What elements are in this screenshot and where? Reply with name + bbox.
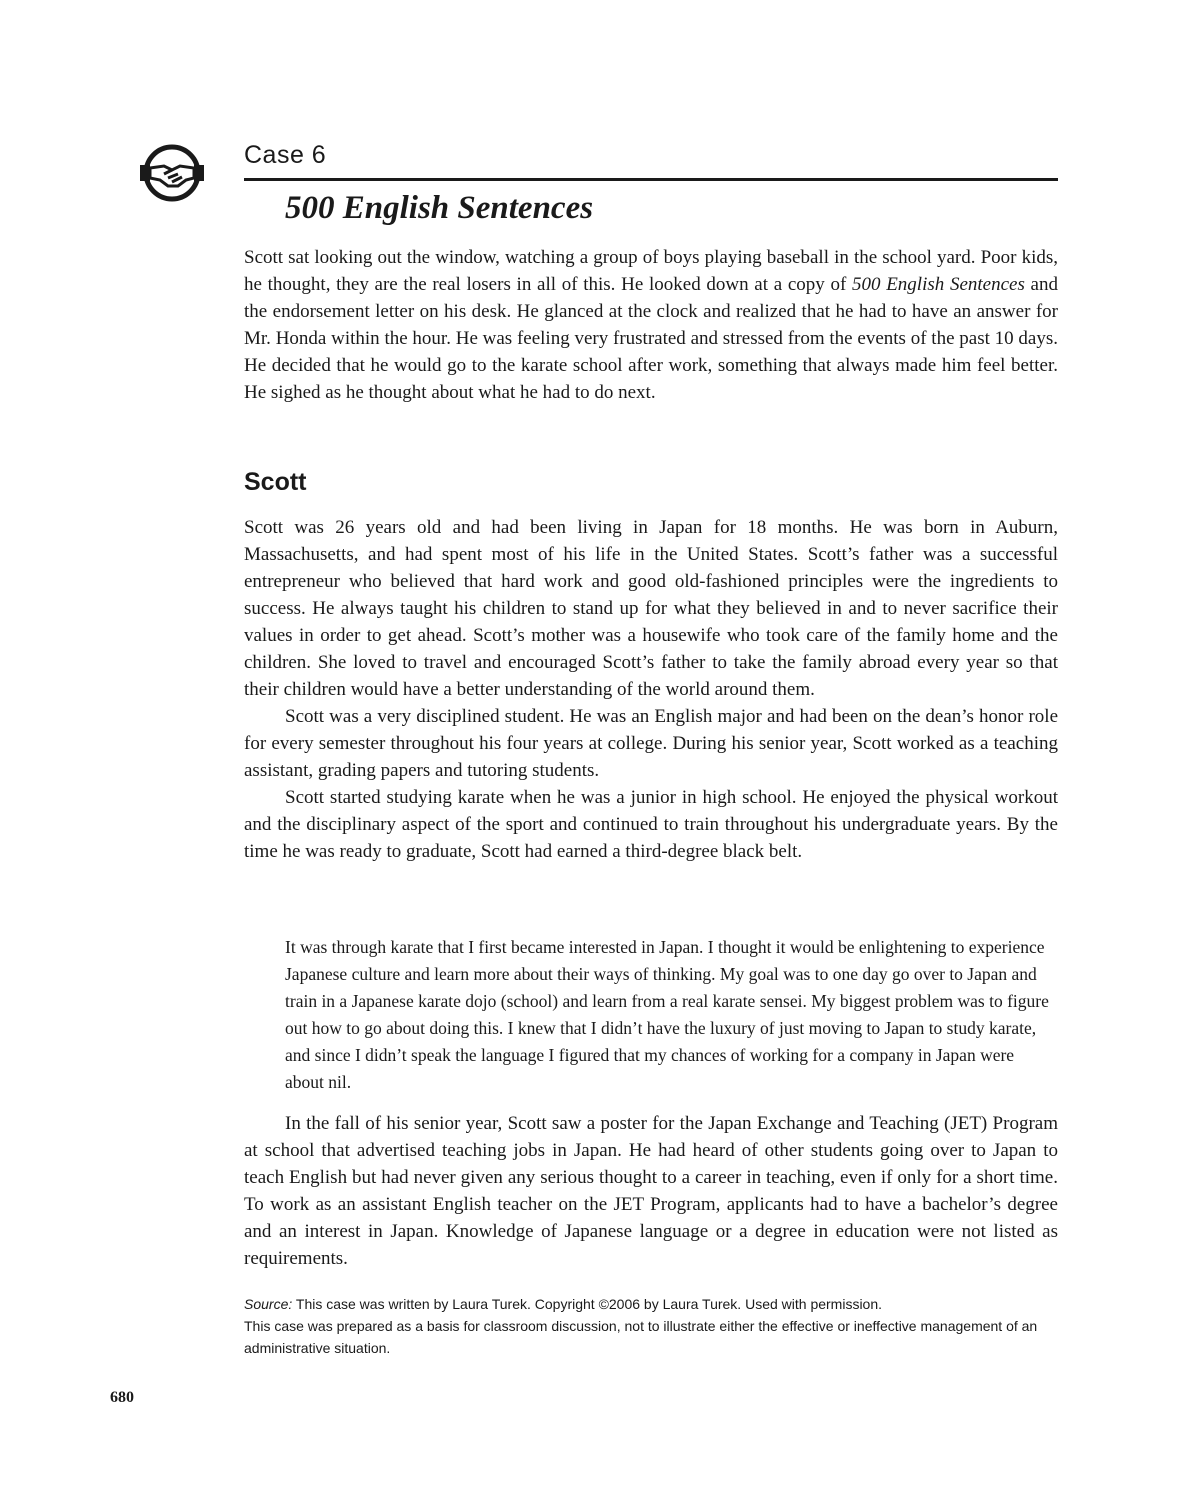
quote-text: It was through karate that I first became interested in Japan. I thought it would be enlightening to experience Japanese culture and learn more about their ways of thinking. My goal was to one day go over to Japan and train in a Japanese karate dojo (school) and learn from a real karate sensei. My biggest problem was to figure out how to go about doing this. I knew that I didn’t have the luxury of just moving to Japan to study karate, and since I didn’t speak the language I figured that my chances of working for a company in Japan were about nil. [285,937,1049,1092]
biography-section [244,514,1058,865]
section-heading: Scott [244,468,307,496]
page-number: 680 [110,1389,134,1406]
paragraph: In the fall of his senior year, Scott saw a poster for the Japan Exchange and Teaching (JET) Program at school that advertised teaching jobs in Japan. He had heard of other students going over to Japan to teach English but had never given any serious thought to a career in teaching, even if only for a short time. To work as an assistant English teacher on the JET Program, applicants had to have a bachelor’s degree and an interest in Japan. Knowledge of Japanese language or a degree in education were not listed as requirements. [244,1113,1058,1269]
intro-paragraph [244,244,1058,406]
header-rule [244,178,1058,181]
jet-section [244,1110,1058,1272]
handshake-icon [138,144,206,202]
paragraph: Scott was a very disciplined student. He was an English major and had been on the dean’s honor role for every semester throughout his four years at college. During his senior year, Scott worked as a teaching assistant, grading papers and tutoring students. [244,706,1058,781]
intro-text-1: Scott sat looking out the window, watching a group of boys playing baseball in the school yard. Poor kids, he thought, they are the real losers in all of this. He looked down at a copy of [244,247,1058,295]
intro-text-2: and the endorsement letter on his desk. He glanced at the clock and realized that he had to have an answer for Mr. Honda within the hour. He was feeling very frustrated and stressed from the events of the past 10 days. He decided that he would go to the karate school after work, something that always made him feel better. He sighed as he thought about what he had to do next. [244,274,1058,403]
source-line-2: This case was prepared as a basis for classroom discussion, not to illustrate either the effective or ineffective management of an administrative situation. [244,1318,1038,1356]
case-label: Case 6 [244,141,327,169]
block-quote [285,934,1055,1096]
case-title: 500 English Sentences [285,190,594,226]
paragraph: Scott started studying karate when he was a junior in high school. He enjoyed the physical workout and the disciplinary aspect of the sport and continued to train throughout his undergraduate years. By the time he was ready to graduate, Scott had earned a third-degree black belt. [244,787,1058,862]
paragraph: Scott was 26 years old and had been living in Japan for 18 months. He was born in Auburn, Massachusetts, and had spent most of his life in the United States. Scott’s father was a successful entrepreneur who believed that hard work and good old-fashioned principles were the ingredients to success. He always taught his children to stand up for what they believed in and to never sacrifice their values in order to get ahead. Scott’s mother was a housewife who took care of the family home and the children. She loved to travel and encouraged Scott’s father to take the family abroad every year so that their children would have a better understanding of the world around them. [244,517,1058,700]
source-label: Source: [244,1296,293,1312]
book-title: 500 English Sentences [852,274,1025,295]
source-line-1: This case was written by Laura Turek. Copyright ©2006 by Laura Turek. Used with permission. [292,1296,883,1312]
source-note [244,1293,1058,1359]
